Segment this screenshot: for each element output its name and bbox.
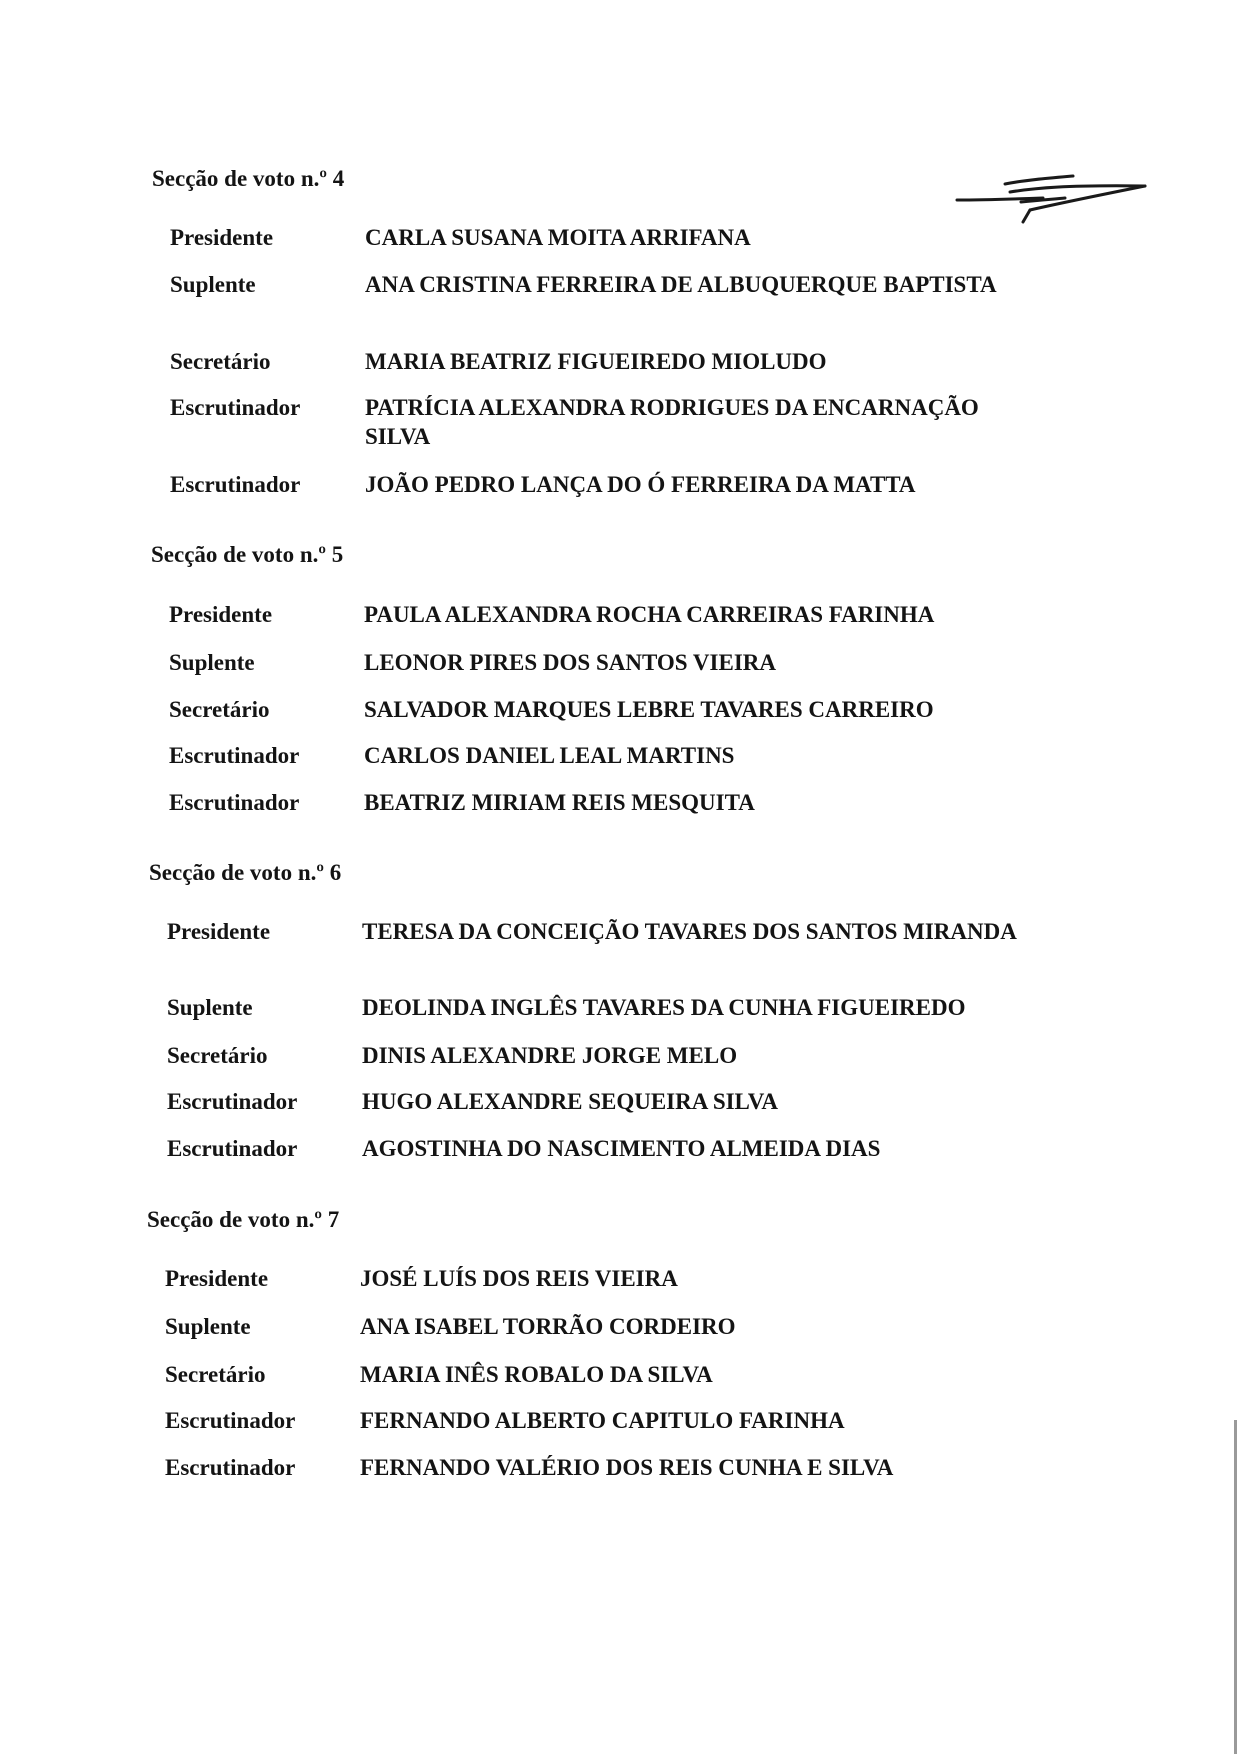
member-role: Presidente [165, 1266, 269, 1291]
member-role: Suplente [165, 1314, 251, 1339]
member-name: TERESA DA CONCEIÇÃO TAVARES DOS SANTOS MIRANDA [362, 919, 1017, 944]
member-row [167, 993, 1042, 1023]
member-name: LEONOR PIRES DOS SANTOS VIEIRA [364, 650, 776, 675]
member-row [169, 695, 1044, 725]
member-role: Suplente [169, 650, 255, 675]
member-row [170, 347, 1045, 377]
member-role: Escrutinador [170, 472, 301, 497]
member-role: Escrutinador [167, 1136, 298, 1161]
member-row [170, 223, 1045, 253]
member-role: Escrutinador [169, 790, 300, 815]
member-role: Presidente [169, 602, 273, 627]
member-name: AGOSTINHA DO NASCIMENTO ALMEIDA DIAS [362, 1136, 881, 1161]
member-name: HUGO ALEXANDRE SEQUEIRA SILVA [362, 1089, 779, 1114]
member-row [167, 1134, 1042, 1164]
member-name: MARIA BEATRIZ FIGUEIREDO MIOLUDO [365, 349, 827, 374]
member-name: PATRÍCIA ALEXANDRA RODRIGUES DA ENCARNAÇÃO SILVA [365, 395, 979, 449]
member-role: Escrutinador [167, 1089, 298, 1114]
member-role: Escrutinador [170, 395, 301, 420]
member-row [170, 470, 1045, 500]
member-role: Suplente [167, 995, 253, 1020]
member-row [169, 741, 1044, 771]
member-row [165, 1406, 1040, 1436]
member-role: Secretário [169, 697, 270, 722]
member-role: Escrutinador [165, 1455, 296, 1480]
member-name: DINIS ALEXANDRE JORGE MELO [362, 1043, 738, 1068]
member-role: Secretário [165, 1362, 266, 1387]
member-row [167, 1041, 1042, 1071]
member-row [165, 1453, 1040, 1483]
member-name: ANA ISABEL TORRÃO CORDEIRO [360, 1314, 736, 1339]
signature-mark [955, 170, 1150, 230]
member-name: PAULA ALEXANDRA ROCHA CARREIRAS FARINHA [364, 602, 935, 627]
member-row [165, 1360, 1040, 1390]
member-role: Suplente [170, 272, 256, 297]
member-name: CARLOS DANIEL LEAL MARTINS [364, 743, 735, 768]
member-name: MARIA INÊS ROBALO DA SILVA [360, 1362, 713, 1387]
section-title: Secção de voto n.º 6 [149, 860, 342, 885]
member-name: SALVADOR MARQUES LEBRE TAVARES CARREIRO [364, 697, 934, 722]
member-role: Secretário [167, 1043, 268, 1068]
member-name: FERNANDO ALBERTO CAPITULO FARINHA [360, 1408, 845, 1433]
member-row [167, 1087, 1042, 1117]
member-role: Escrutinador [165, 1408, 296, 1433]
member-row [165, 1312, 1040, 1342]
member-name: CARLA SUSANA MOITA ARRIFANA [365, 225, 751, 250]
member-row [165, 1264, 1040, 1294]
member-name: JOSÉ LUÍS DOS REIS VIEIRA [360, 1266, 678, 1291]
member-name: ANA CRISTINA FERREIRA DE ALBUQUERQUE BAPTISTA [365, 272, 997, 297]
section-title: Secção de voto n.º 7 [147, 1207, 340, 1232]
member-row [170, 270, 1045, 300]
scan-edge-line [1234, 1420, 1237, 1754]
member-row [169, 600, 1044, 630]
member-role: Presidente [167, 919, 271, 944]
member-name: FERNANDO VALÉRIO DOS REIS CUNHA E SILVA [360, 1455, 894, 1480]
member-row [169, 648, 1044, 678]
member-name: DEOLINDA INGLÊS TAVARES DA CUNHA FIGUEIREDO [362, 995, 966, 1020]
member-row [169, 788, 1044, 818]
member-role: Secretário [170, 349, 271, 374]
member-name: BEATRIZ MIRIAM REIS MESQUITA [364, 790, 755, 815]
member-role: Presidente [170, 225, 274, 250]
member-row [170, 393, 1045, 451]
section-title: Secção de voto n.º 4 [152, 166, 345, 191]
member-name: JOÃO PEDRO LANÇA DO Ó FERREIRA DA MATTA [365, 472, 916, 497]
section-title: Secção de voto n.º 5 [151, 542, 344, 567]
member-role: Escrutinador [169, 743, 300, 768]
member-row [167, 917, 1042, 947]
